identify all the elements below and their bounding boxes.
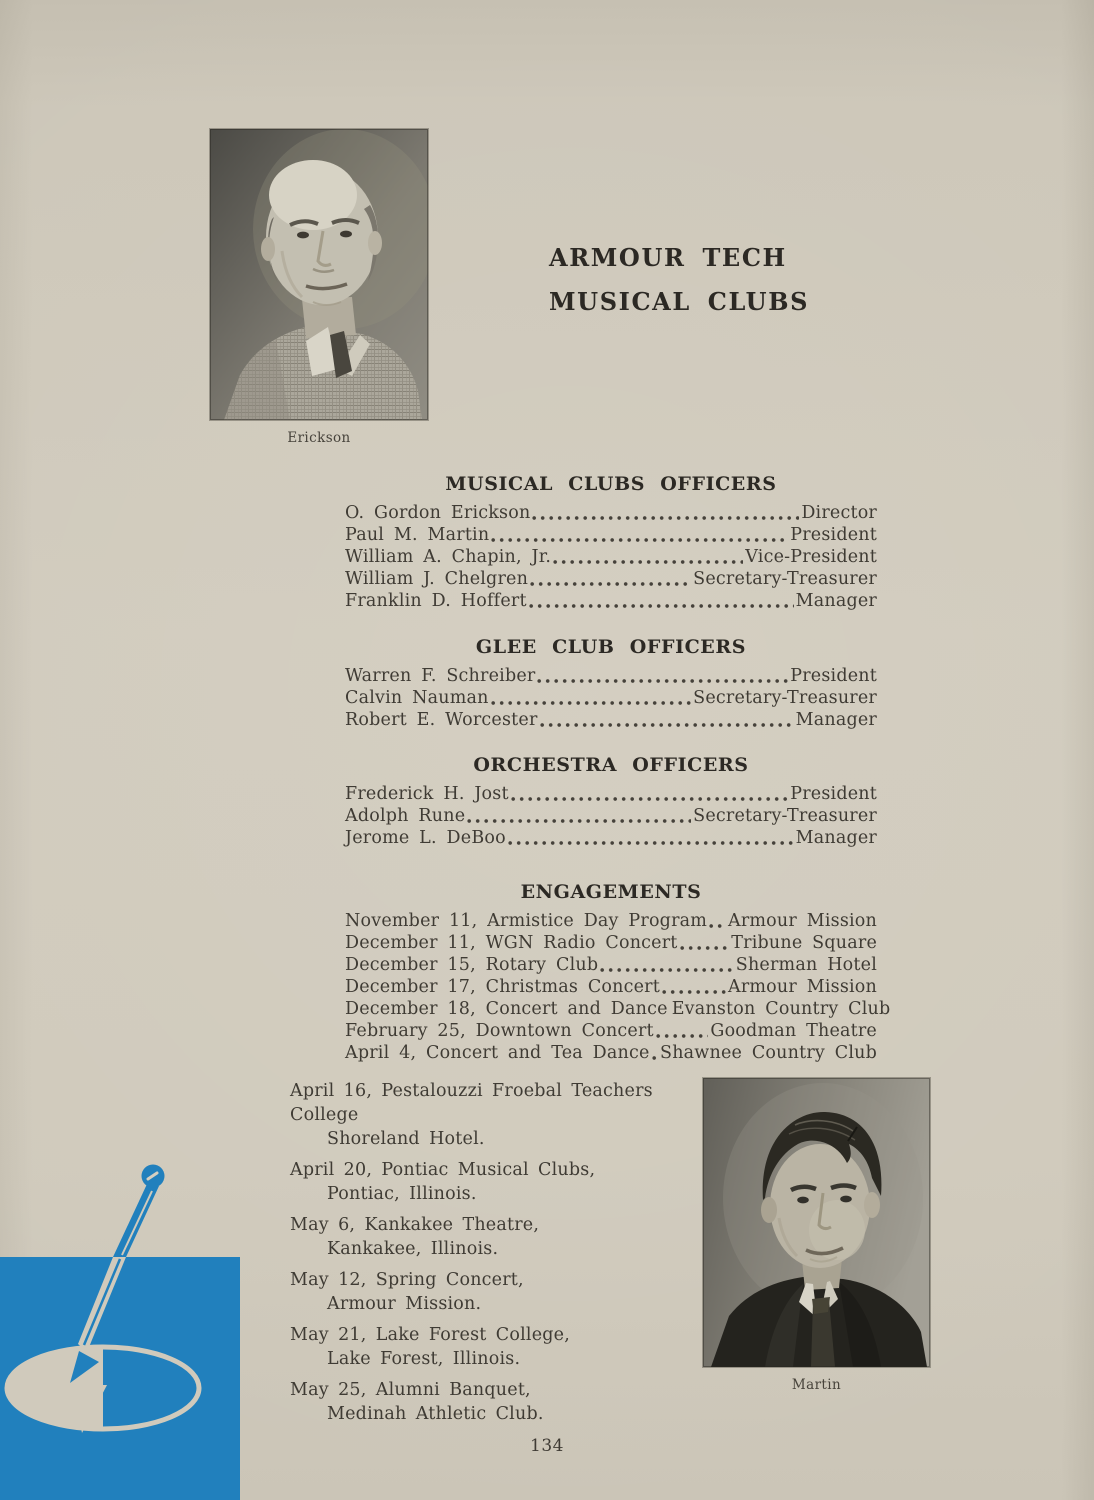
schedule-venue: Pontiac, Illinois. [327, 1184, 477, 1204]
schedule-event: May 21, Lake Forest College, [290, 1325, 570, 1345]
leader-dots [540, 723, 794, 727]
officer-name: Franklin D. Hoffert [345, 591, 527, 611]
leader-dots [529, 604, 794, 608]
engagement-row [345, 1020, 877, 1042]
engagement-venue: Sherman Hotel [735, 955, 877, 975]
section-musical-clubs-officers [345, 472, 877, 612]
engagement-venue: Evanston Country Club [671, 999, 891, 1019]
schedule-venue: Kankakee, Illinois. [327, 1239, 499, 1259]
engagement-venue: Armour Mission [727, 977, 877, 997]
officer-name: Paul M. Martin [345, 525, 490, 545]
engagement-row [345, 976, 877, 998]
schedule-item [290, 1079, 710, 1151]
officer-row [345, 568, 877, 590]
officer-role: Manager [795, 710, 877, 730]
officer-list [345, 783, 877, 849]
engagement-row [345, 910, 877, 932]
officer-role: Manager [795, 591, 877, 611]
title-line-1: ARMOUR TECH [549, 243, 787, 272]
leader-dots [652, 1056, 658, 1060]
schedule-event: April 16, Pestalouzzi Froebal Teachers College [290, 1081, 653, 1125]
leader-dots [656, 1034, 709, 1038]
officer-name: Adolph Rune [345, 806, 466, 826]
officer-row [345, 783, 877, 805]
section-glee-club-officers [345, 635, 877, 731]
officer-name: Jerome L. DeBoo [345, 828, 506, 848]
engagement-row [345, 998, 891, 1020]
officer-row [345, 546, 877, 568]
officer-name: William A. Chapin, Jr. [345, 547, 552, 567]
schedule-event: May 6, Kankakee Theatre, [290, 1215, 540, 1235]
engagement-row [345, 1042, 877, 1064]
schedule-event: April 20, Pontiac Musical Clubs, [290, 1160, 596, 1180]
schedule-item [290, 1213, 710, 1261]
schedule-venue: Shoreland Hotel. [327, 1129, 485, 1149]
officer-row [345, 590, 877, 612]
page-number: 134 [530, 1436, 564, 1456]
officer-row [345, 502, 877, 524]
officer-role: President [790, 525, 877, 545]
schedule-venue: Armour Mission. [327, 1294, 482, 1314]
schedule-item [290, 1268, 710, 1316]
schedule-item [290, 1158, 710, 1206]
martin-portrait-image [703, 1078, 930, 1367]
officer-role: Manager [795, 828, 877, 848]
officer-role: President [790, 784, 877, 804]
officer-row [345, 524, 877, 546]
engagement-schedule [290, 1079, 710, 1433]
leader-dots [600, 968, 733, 972]
section-heading: ENGAGEMENTS [520, 881, 702, 903]
portrait-photo-erickson [210, 129, 428, 420]
officer-name: Frederick H. Jost [345, 784, 509, 804]
leader-dots [511, 797, 789, 801]
officer-name: Calvin Nauman [345, 688, 489, 708]
schedule-venue: Medinah Athletic Club. [327, 1404, 544, 1424]
officer-list [345, 502, 877, 612]
schedule-item [290, 1378, 710, 1426]
leader-dots [530, 582, 691, 586]
section-heading: MUSICAL CLUBS OFFICERS [445, 473, 777, 495]
schedule-event: May 25, Alumni Banquet, [290, 1380, 531, 1400]
engagement-list [345, 910, 891, 1064]
engagement-event: December 11, WGN Radio Concert [345, 933, 678, 953]
engagement-row [345, 932, 877, 954]
leader-dots [467, 819, 691, 823]
officer-name: O. Gordon Erickson [345, 503, 531, 523]
section-heading: GLEE CLUB OFFICERS [475, 636, 747, 658]
officer-role: Vice-President [745, 547, 877, 567]
leader-dots [491, 538, 788, 542]
engagement-event: April 4, Concert and Tea Dance [345, 1043, 650, 1063]
engagement-event: February 25, Downtown Concert [345, 1021, 654, 1041]
engagement-event: December 15, Rotary Club [345, 955, 599, 975]
section-engagements [345, 880, 891, 1064]
officer-name: William J. Chelgren [345, 569, 529, 589]
schedule-item [290, 1323, 710, 1371]
engagement-row [345, 954, 877, 976]
officer-row [345, 665, 877, 687]
leader-dots [537, 679, 788, 683]
engagement-event: December 18, Concert and Dance [345, 999, 668, 1019]
schedule-event: May 12, Spring Concert, [290, 1270, 524, 1290]
officer-role: Secretary-Treasurer [693, 806, 877, 826]
portrait-photo-martin [703, 1078, 930, 1367]
engagement-event: November 11, Armistice Day Program [345, 911, 708, 931]
officer-role: Secretary-Treasurer [693, 569, 877, 589]
officer-row [345, 709, 877, 731]
photo-caption-martin: Martin [791, 1377, 842, 1393]
officer-name: Robert E. Worcester [345, 710, 538, 730]
leader-dots [532, 516, 799, 520]
officer-list [345, 665, 877, 731]
engagement-venue: Goodman Theatre [710, 1021, 877, 1041]
leader-dots [662, 990, 726, 994]
officer-role: Secretary-Treasurer [693, 688, 877, 708]
officer-row [345, 805, 877, 827]
title-line-2: MUSICAL CLUBS [549, 287, 810, 316]
officer-role: Director [801, 503, 877, 523]
engagement-venue: Tribune Square [731, 933, 877, 953]
engagement-venue: Shawnee Country Club [660, 1043, 877, 1063]
leader-dots [680, 946, 730, 950]
officer-name: Warren F. Schreiber [345, 666, 536, 686]
page-title [549, 243, 810, 316]
erickson-portrait-image [210, 129, 428, 420]
section-orchestra-officers [345, 753, 877, 849]
leader-dots [508, 841, 794, 845]
leader-dots [553, 560, 743, 564]
leader-dots [709, 924, 726, 928]
schedule-venue: Lake Forest, Illinois. [327, 1349, 521, 1369]
officer-role: President [790, 666, 877, 686]
engagement-event: December 17, Christmas Concert [345, 977, 660, 997]
engagement-venue: Armour Mission [727, 911, 877, 931]
photo-caption-erickson: Erickson [287, 430, 351, 446]
section-heading: ORCHESTRA OFFICERS [473, 754, 749, 776]
officer-row [345, 687, 877, 709]
officer-row [345, 827, 877, 849]
leader-dots [491, 701, 692, 705]
